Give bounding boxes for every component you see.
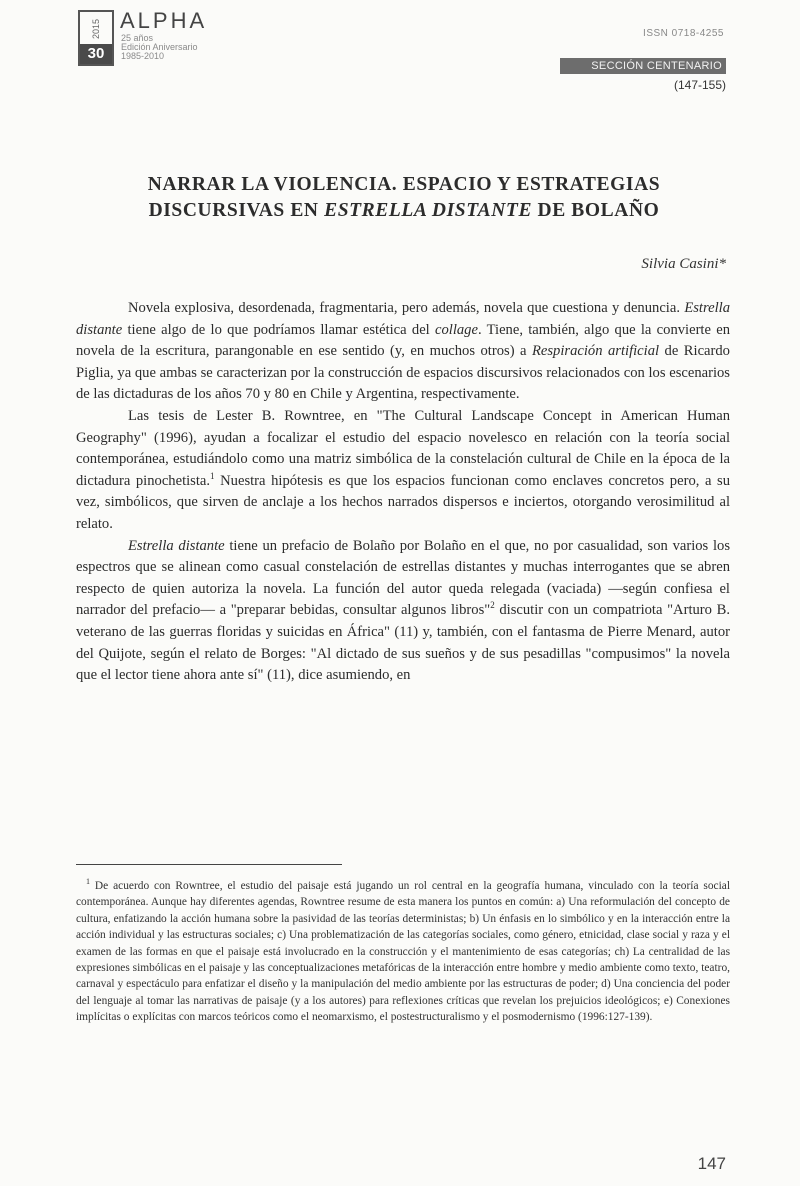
title-part: DE BOLAÑO [532,200,660,221]
author-name: Silvia Casini* [641,256,726,272]
article-body [76,298,730,687]
text-run: tiene un prefacio de Bolaño por Bolaño en el que, no por casualidad, son varios los espectros que se alinean como casual constelación de estrellas distantes y muchas interrogantes que se abren respecto de quien autoriza la novela. La función del autor queda relegada (vaciada) —según confiesa el narrador del prefacio— a "preparar bebidas, consultar algunos libros" [76,537,731,619]
page-range: (147-155) [673,78,726,92]
section-label: SECCIÓN CENTENARIO [560,58,726,74]
title-line-2 [82,198,726,224]
logo-number: 30 [80,44,112,64]
footnote-ref[interactable]: 1 [210,470,215,481]
title-line-1: NARRAR LA VIOLENCIA. ESPACIO Y ESTRATEGIAS [147,174,661,195]
text-run: discutir con un compatriota "Arturo B. veterano de las guerras floridas y suicidas en África" (11) y, también, con el fantasma de Pierre Menard, autor del Quijote, según el relato de Borges: "Al dictado de sus sueños y de sus pesadillas "compusimos" la novela que el lector tiene ahora ante sí" (11), dice asumiendo, en [76,602,730,684]
issn: ISSN 0718-4255 [643,28,724,39]
journal-subtitle-line: Edición Aniversario [121,42,198,52]
italic-run: Respiración artificial [531,343,660,360]
journal-logo [78,10,114,66]
footnote-number: 1 [86,877,90,887]
text-run: Novela explosiva, desordenada, fragmentaria, pero además, novela que cuestiona y denuncia. [128,300,685,316]
footnote-text: De acuerdo con Rowntree, el estudio del paisaje está jugando un rol central en la geografía humana, vinculado con la teoría social contemporánea. Aunque hay diferentes agendas, Rowntree resume de esta manera los puntos en común: a) Una reformulación del concepto de cultura, enfatizando la acción humana sobre la pasividad de las teorías deterministas; b) Un énfasis en lo simbólico y en la interacción entre la acción individual y las estructuras sociales; c) Una problematización de las categorías sociales, como género, etnicidad, clase social y raza y el examen de las formas en que el paisaje está involucrado en la construcción y el mantenimiento de esas categorías; ch) La centralidad de las expresiones simbólicas en el paisaje y las conceptualizaciones metafóricas de la interacción entre hombre y medio ambiente como texto, teatro, carnaval y espectáculo para enfatizar el diseño y la manipulación del medio ambiente por las estructuras de poder; d) Una conciencia del poder del lenguaje al tomar las narrativas de paisaje (y a los autores) para reflexiones críticas que revelan los prejuicios ideológicos; e) Conexiones implícitas o explícitas con marcos teóricos como el neomarxismo, el postestructuralismo y el posmodernismo (1996:127-139). [76,880,730,1024]
page-number: 147 [697,1154,726,1173]
text-run: de Ricardo Piglia, ya que ambas se caracterizan por la construcción de espacios discursivos relacionados con los escenarios de las dictaduras de los años 70 y 80 en Chile y Argentina, respectivamente. [76,343,730,403]
footnote-divider [76,864,342,865]
paragraph [76,536,730,687]
article-title [82,172,726,224]
text-run: Las tesis de Lester B. Rowntree, en "The Cultural Landscape Concept in American Human Geography" (1996), ayudan a focalizar el estudio del espacio novelesco en relación con la teoría social contemporánea, estudiándolo como una matriz simbólica de la constelación cultural de Chile en la época de la dictadura pinochetista. [76,407,730,489]
journal-subtitle-line: 25 años [121,33,154,43]
text-run: . Tiene, también, algo que la convierte en novela de la escritura, parangonable en ese sentido (y, en muchos otros) a [76,321,730,360]
title-part: DISCURSIVAS EN [148,200,325,221]
footnote [76,878,730,1026]
paragraph [76,298,730,406]
journal-subtitle [121,34,198,61]
italic-run: Estrella distante [76,300,730,338]
text-run: Nuestra hipótesis es que los espacios funcionan como enclaves concretos pero, a su vez, simbólicos, que sirven de anclaje a los hechos narrados dispersos e inciertos, otorgando verosimilitud al relato. [76,472,730,532]
paragraph [76,406,730,536]
footnote-ref[interactable]: 2 [490,600,495,611]
text-run: tiene algo de lo que podríamos llamar estética del [122,321,435,338]
journal-name: ALPHA [120,8,208,33]
footnote-paragraph [76,878,730,1026]
italic-run: collage [435,321,478,338]
logo-year: 2015 [91,18,101,40]
journal-subtitle-line: 1985-2010 [121,51,165,61]
italic-run: Estrella distante [128,537,225,554]
title-italic-part: ESTRELLA DISTANTE [324,200,533,221]
